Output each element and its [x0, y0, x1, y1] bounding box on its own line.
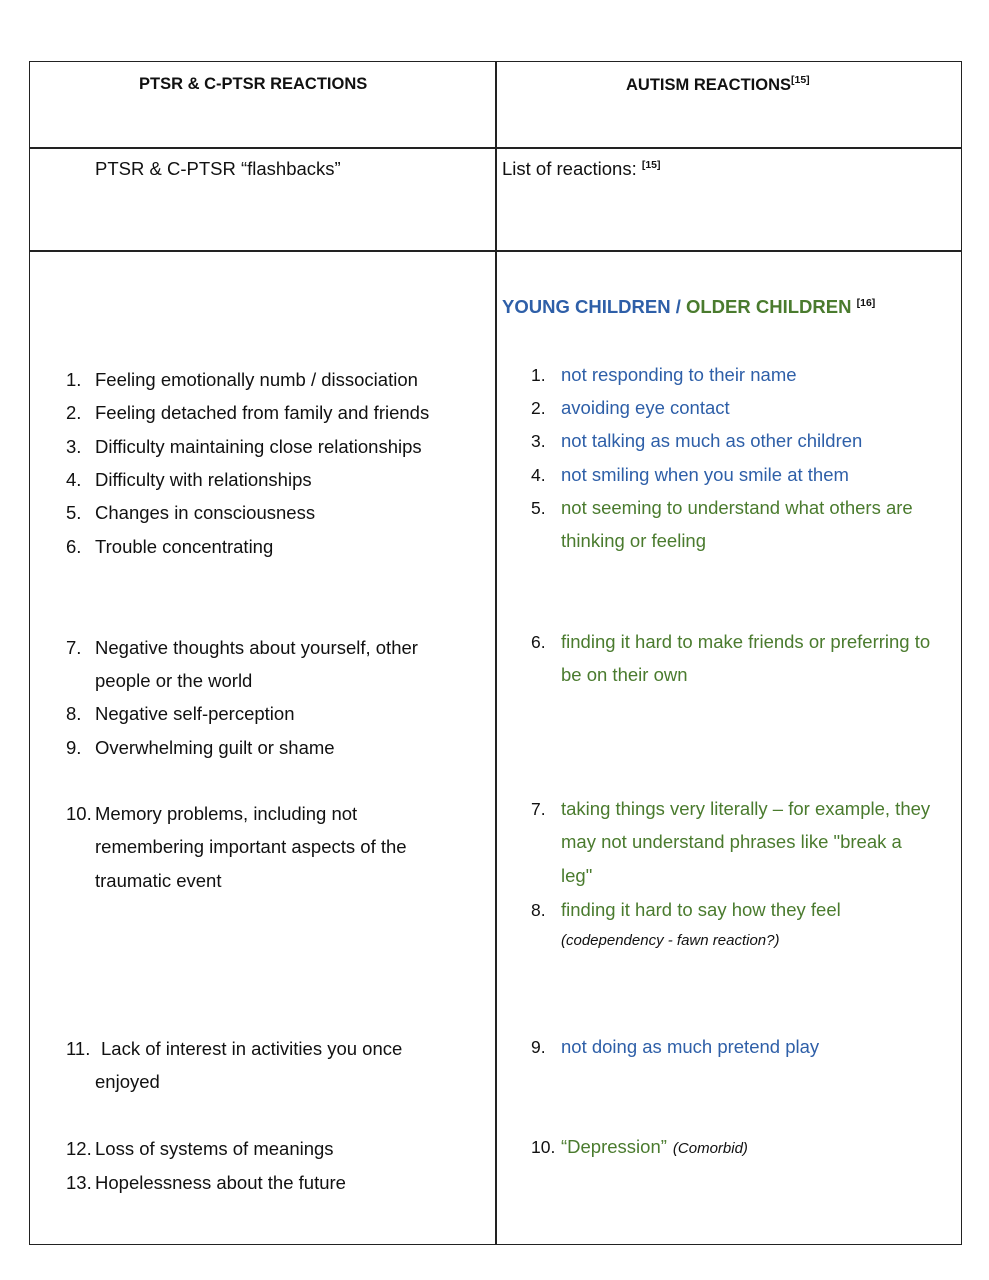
list-item-text: leg"	[561, 864, 593, 886]
list-item-text: finding it hard to say how they feel	[561, 899, 841, 920]
list-item-text: people or the world	[95, 670, 253, 692]
list-item-text: Overwhelming guilt or shame	[95, 737, 335, 758]
row-divider-1	[29, 147, 962, 149]
list-item-text: not talking as much as other children	[561, 430, 863, 451]
list-item-text: traumatic event	[95, 869, 222, 891]
list-item-text: thinking or feeling	[561, 530, 707, 552]
list-item-text: Loss of systems of meanings	[95, 1138, 334, 1159]
list-number: 3.	[66, 436, 82, 457]
list-number: 7.	[531, 799, 546, 819]
list-number: 3.	[531, 431, 546, 451]
list-item-text: Difficulty maintaining close relationships	[95, 436, 422, 457]
list-item-text: Lack of interest in activities you once	[101, 1038, 403, 1059]
list-number: 5.	[531, 498, 546, 518]
list-item-text: enjoyed	[95, 1071, 160, 1093]
list-number: 1.	[531, 365, 546, 385]
list-number: 10.	[531, 1137, 556, 1157]
list-number: 7.	[66, 637, 82, 658]
column-divider	[495, 61, 497, 1245]
list-number: 1.	[66, 369, 82, 390]
list-item-note: (codependency - fawn reaction?)	[561, 932, 780, 950]
list-item-text: be on their own	[561, 664, 688, 686]
list-item-text: not responding to their name	[561, 364, 797, 385]
list-number: 8.	[66, 703, 82, 724]
list-item-text: Feeling detached from family and friends	[95, 402, 430, 423]
list-number: 6.	[531, 632, 546, 652]
list-item-text: remembering important aspects of the	[95, 836, 407, 858]
list-number: 4.	[531, 465, 546, 485]
list-item-text: taking things very literally – for example, they	[561, 798, 931, 819]
header-right: AUTISM REACTIONS[15]	[626, 74, 810, 94]
list-item-text: Negative self-perception	[95, 703, 295, 724]
list-of-reactions-label: List of reactions: [15]	[502, 158, 661, 179]
list-number: 8.	[531, 900, 546, 920]
young-children-label: YOUNG CHILDREN	[502, 296, 671, 317]
list-item-text: Memory problems, including not	[95, 803, 358, 824]
list-item-text: may not understand phrases like "break a	[561, 831, 902, 853]
list-item-text: Changes in consciousness	[95, 502, 316, 523]
older-children-label: OLDER CHILDREN	[685, 296, 852, 317]
list-item-text: not smiling when you smile at them	[561, 464, 849, 485]
list-number: 6.	[66, 536, 82, 557]
list-item-note: (Comorbid)	[672, 1140, 748, 1157]
list-item-text: Feeling emotionally numb / dissociation	[95, 369, 418, 390]
list-number: 13.	[66, 1172, 92, 1193]
list-number: 10.	[66, 803, 92, 824]
list-number: 9.	[66, 737, 82, 758]
list-number: 2.	[531, 398, 546, 418]
list-item-text: Hopelessness about the future	[95, 1172, 346, 1193]
list-item-text: finding it hard to make friends or preferring to	[561, 631, 931, 652]
list-number: 9.	[531, 1037, 546, 1057]
list-number: 11.	[66, 1038, 91, 1059]
flashbacks-label: PTSR & C-PTSR “flashbacks”	[95, 158, 341, 179]
list-item-text: Negative thoughts about yourself, other	[95, 637, 418, 658]
header-left: PTSR & C-PTSR REACTIONS	[139, 75, 368, 93]
list-number: 5.	[66, 502, 82, 523]
list-item-text: not seeming to understand what others are	[561, 497, 913, 518]
list-item-text: avoiding eye contact	[561, 397, 730, 418]
age-group-subheading: YOUNG CHILDREN / OLDER CHILDREN [16]	[502, 296, 876, 317]
list-number: 4.	[66, 469, 82, 490]
list-number: 12.	[66, 1138, 92, 1159]
list-item-text: Trouble concentrating	[95, 536, 274, 557]
row-divider-2	[29, 250, 962, 252]
list-item-text: not doing as much pretend play	[561, 1036, 820, 1057]
list-item-text: Difficulty with relationships	[95, 469, 312, 490]
list-item-text: “Depression” (Comorbid)	[561, 1136, 748, 1157]
list-number: 2.	[66, 402, 82, 423]
